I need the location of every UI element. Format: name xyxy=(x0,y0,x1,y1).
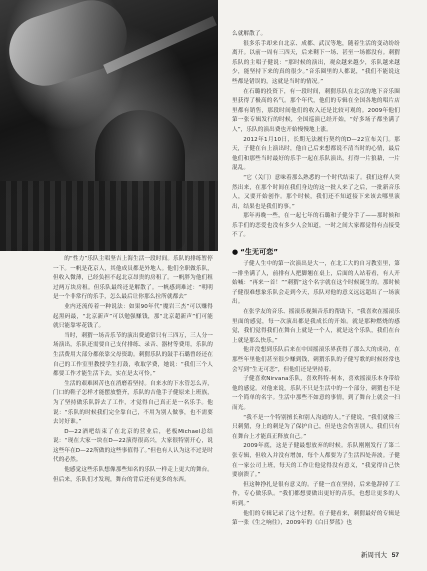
article-paragraph: 他感觉这些乐队想像那些知名的乐队一样走上更大的舞台。但后来，乐队们才发现，舞台的背后还有更多的东西。 xyxy=(53,467,213,483)
article-paragraph: “我不是一个特别擅长和别人沟通的人。”子健说，“我们就像三只刺猬，身上的刺是为了保护自己，但是也会伤害别人，我们只有在舞台上才能真正释放自己。” xyxy=(232,414,400,440)
article-paragraph: 当时，刺猬一场音乐节的演出费通常只有三四万，三人分一场演出，乐队还需要自己支付排练、录音、器材等费用，乐队的生活费用大部分都依靠父母资助。刺猬乐队的鼓手石璐曾经还在自己的工作室里教授学生打鼓，收取学费，她说：“我们三个人都要工作才能生活下去，实在是太可怜。” xyxy=(53,332,213,378)
article-paragraph: 他并没想到乐队后来在中国摇滚乐界获得了那么大的成功，在那些年里他们甚至很少赚到钱，刺猬乐队的子健写歌的时候经常也会写到“生无可恋”，但他们还是坚持着。 xyxy=(232,347,400,373)
article-paragraph: D—22酒吧结束了在北京的营业后，老板Michael总结说：“现在大家一块在D—22演得很高兴，大家很特别开心，说这些年在D—22所做的这些事值得了。”但也有人认为这不过是时代的必然。 xyxy=(53,428,213,464)
page-number: 57 xyxy=(391,552,399,559)
article-paragraph: 生活的艰难困苦也在消磨着坚持。自来水的下水管怎么弄，门口的鞋子怎样才能摆放整齐，乐队的吉他手子健原来上班族，为了坚持做乐队辞去了工作，才觉得自己真正是一名乐手。他说：“乐队的时候我们完全靠自己，不用为别人做事，也不需要去讨好谁。” xyxy=(53,380,213,426)
article-paragraph: 那年再晚一些，在一起七年的石璐和子健分手了——那时候和乐手们的恋爱也没有多少人会知道，一时之间大家都觉得有点接受不了。 xyxy=(232,213,400,239)
guitar-body-shape xyxy=(0,0,136,95)
article-paragraph: 的“性力”乐队主唱坚吉上海生活一段时间。乐队的排练暂停一下。一帆是花京人，其他成员都是外地人。他们全职做乐队，但收入微薄，已经负担不起北京昂贵的房租了。一帆胖为他们租过两万块房租。但乐队最终还是解散了。一帆感到难过：“明明是一个非常行的乐手，怎么最后让你那么拉所就都去” xyxy=(53,256,213,301)
article-paragraph: 么就解散了。 xyxy=(232,31,267,37)
magazine-name: 新周刊大 xyxy=(360,552,387,559)
article-paragraph: 子健人生中的第一次演出是大一，在北工大的自习教室里，第一排坐满了人，前排有人把脚翘在桌上，后面的人站着看，有人开始喊：“再来一首！”“刺猬”这个名字就在这个时候诞生的。那时候子健很难想象乐队会走到今天，乐队对他的意义远远超出了一场演出。 xyxy=(232,261,400,306)
article-paragraph: 在石璐的投资下，有一段时间，刺猬乐队在北京的地下音乐圈里获得了极高的名气。那个年代，他们的专辑在全国各地的唱片店里都有销售，那段时间他们的收入还是比较可观的。2009年他们第一张专辑发行的时候，全国巡演已经开始，“好多场子都坐满了人”，乐队的演出费也开始慢慢地上涨。 xyxy=(232,88,400,133)
article-paragraph: “它（关门）意味着那么熟悉的一个时代结束了。我们这样人突然出来，在那个时间在我们身边的这一批人来了之后，一批新音乐人，又要开始创作。那个时候，我们还不知道接下来该去哪里演出，结果也是我们的事。” xyxy=(232,174,400,210)
section-bullet-icon: ● xyxy=(232,248,239,257)
section-heading xyxy=(232,245,400,259)
article-paragraph: 2012年1月10日，长期无法履行契约的D—22宣布关门。那天，子健在台上演出时，他自己后来想都说不清当时的心情，最后他们和那些当时最好的乐手一起在乐队演出，打得一片狼藉，一片混乱。 xyxy=(232,136,400,172)
article-paragraph: 子健喜欢Nirvana乐队，喜欢科特·柯本，喜欢摇滚乐本身带给他的感觉。对他来说，乐队不只是生活中的一个部分，刺猬也不是一个简单的名字。生活中那些不如意的事情，到了舞台上就会一扫而光。 xyxy=(232,376,400,411)
page-footer xyxy=(361,550,399,559)
article-paragraph: 2009年底，这是子健最想放弃的时候。乐队刚刚发行了第二张专辑，但收入并没有增加，每个人都要为了生活四处奔波。子健在一家公司上班，每天的工作让他觉得没有意义，“我觉得自己快要崩溃了。” xyxy=(232,443,400,479)
article-paragraph: 业内还流传着一种说法：如果90年代“魔岩三杰”可以赚得起黑码最，“北京新声”可以勉强赚钱，那“北京超新声”们可能就只能靠零花钱了。 xyxy=(53,303,213,330)
section-heading-text: “生无可恋” xyxy=(240,248,279,257)
article-left-column xyxy=(53,255,213,485)
article-paragraph: 他们的专辑记录了这个过程。在子健看来，刺猬最好的专辑是第一张《生之响往》，2009年的《白日梦蓝》也 xyxy=(232,510,400,527)
article-right-column xyxy=(232,30,400,529)
article-paragraph: 但这种挣扎是很有意义的。子健一直在坚持，后来他辞掉了工作，专心做乐队。“我们都想要做出更好的音乐，也想让更多的人听到。” xyxy=(232,481,400,507)
article-paragraph: 很多乐手却来自北京、成都、武汉等地，随着生活的变动纷纷离开。以前一周有三四天，后来剩下一场、甚至一场都没有。刺猬乐队的主唱子健说：“那时候的演出，观众越来越少，乐队越来越少，能坚持下来的真的很少。”音乐圈里的人都说，“我们不能说这些都是错误的，这就是当时的情况。” xyxy=(232,40,400,85)
concert-photo xyxy=(0,0,218,251)
crowd-silhouette xyxy=(0,181,218,251)
article-paragraph: 在张学友的音乐、摇滚乐视频音乐的帮助下，“我喜欢在摇滚乐里面的感觉，每一次演出都是我成长的开始。就是那种燃烧的感觉，我们觉得我们在舞台上就是一个人，就是这个乐队，我们在台上就是那么快乐。” xyxy=(232,309,400,344)
